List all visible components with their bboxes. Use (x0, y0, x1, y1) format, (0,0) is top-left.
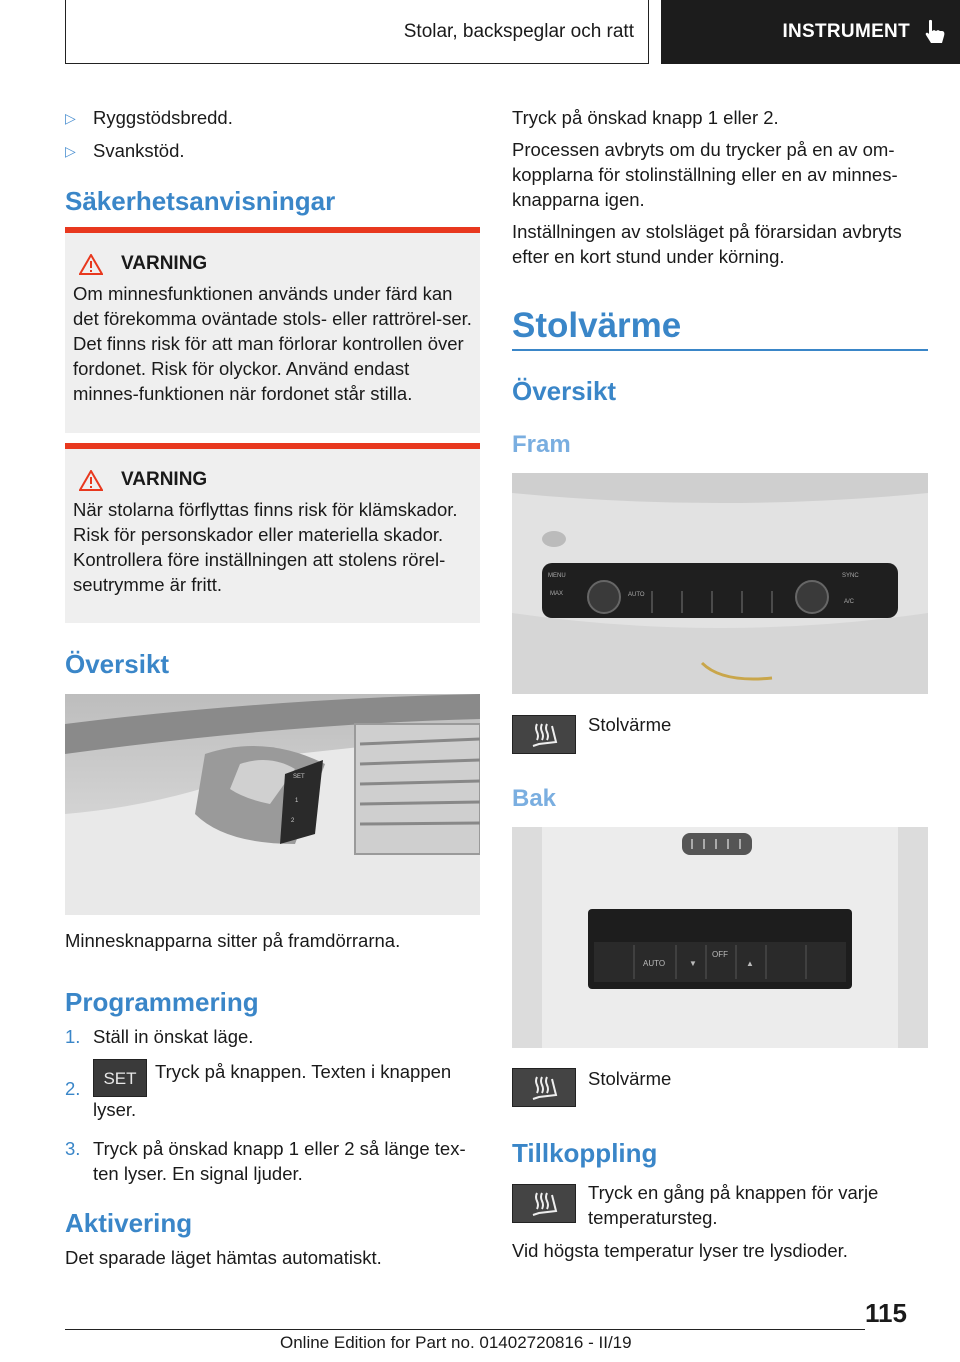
svg-text:▼: ▼ (689, 959, 697, 968)
warning-box (65, 443, 480, 623)
heading-rule (512, 349, 928, 351)
warning-triangle-icon (79, 254, 103, 275)
final-text: Vid högsta temperatur lyser tre lysdioder. (512, 1240, 848, 1261)
step-item (65, 1136, 480, 1186)
triangle-bullet-icon: ▷ (65, 110, 76, 126)
overview-heading: Översikt (512, 376, 617, 406)
page-number: 115 (865, 1298, 907, 1328)
svg-text:▲: ▲ (746, 959, 754, 968)
switch-on-heading: Tillkoppling (512, 1138, 658, 1168)
header-section-label: Stolar, backspeglar och ratt (403, 20, 634, 42)
pointing-hand-icon (924, 19, 946, 45)
seat-heating-button-icon (512, 715, 576, 754)
bullet-text: Ryggstödsbredd. (93, 107, 233, 128)
seat-heating-icon (529, 722, 559, 748)
warning-bar (65, 443, 480, 449)
icon-label: Stolvärme (588, 714, 672, 735)
warning-triangle-icon (79, 470, 103, 491)
svg-text:1: 1 (295, 798, 299, 804)
switch-on-text: Tryck en gång på knappen för varje temperatursteg. (588, 1182, 879, 1228)
svg-text:OFF: OFF (712, 950, 728, 959)
step-item (65, 1059, 480, 1122)
step-number: 3. (65, 1138, 81, 1159)
set-button-icon: SET (93, 1059, 147, 1097)
main-heading: Stolvärme (512, 306, 682, 345)
header-chapter-tab[interactable] (661, 0, 960, 64)
bullet-text: Svankstöd. (93, 140, 185, 161)
bullet-item (65, 105, 480, 131)
activation-heading: Aktivering (65, 1208, 193, 1238)
overview-heading: Översikt (65, 649, 170, 679)
svg-text:SYNC: SYNC (842, 573, 859, 579)
programming-heading: Programmering (65, 987, 259, 1017)
step-number: 1. (65, 1026, 81, 1047)
icon-label: Stolvärme (588, 1068, 672, 1089)
activation-text: Det sparade läget hämtas automatiskt. (65, 1247, 382, 1268)
warning-title: VARNING (121, 253, 208, 274)
footer-edition: Online Edition for Part no. 01402720816 - II/19 (280, 1333, 632, 1352)
warning-box (65, 227, 480, 433)
step-text: Tryck på önskad knapp 1 eller 2 så länge tex-ten lyser. En signal ljuder. (93, 1138, 466, 1184)
photo-caption: Minnesknapparna sitter på framdörrarna. (65, 930, 401, 951)
warning-bar (65, 227, 480, 233)
footer-rule (65, 1329, 865, 1330)
header-chapter-label: INSTRUMENT (782, 21, 910, 42)
svg-text:AUTO: AUTO (628, 592, 645, 598)
seat-heating-icon (529, 1191, 559, 1217)
step-text: Ställ in önskat läge. (93, 1026, 254, 1047)
seat-heating-button-icon (512, 1184, 576, 1223)
header-section-title (65, 0, 649, 64)
rear-heading: Bak (512, 785, 557, 812)
front-climate-panel-photo (512, 473, 928, 694)
step-number: 2. (65, 1078, 81, 1099)
front-heading: Fram (512, 431, 571, 458)
triangle-bullet-icon: ▷ (65, 143, 76, 159)
safety-heading: Säkerhetsanvisningar (65, 186, 336, 216)
seat-heating-icon (529, 1075, 559, 1101)
step-text: Tryck på knappen. Texten i knappen lyser. (93, 1061, 452, 1120)
paragraph: Inställningen av stolsläget på förarsidan avbryts efter en kort stund under körning. (512, 221, 902, 267)
rear-climate-panel-photo (512, 827, 928, 1048)
paragraph: Tryck på önskad knapp 1 eller 2. (512, 107, 779, 128)
warning-text: Om minnesfunktionen används under färd kan det förekomma oväntade stols- eller rattrörel-ser. Det finns risk för att man förlorar kontrollen över fordonet. Risk för olyckor. Använd endast minnes-funktionen när fordonet står stilla. (73, 283, 472, 404)
svg-text:AUTO: AUTO (643, 959, 666, 968)
door-memory-buttons-photo (65, 694, 480, 915)
svg-text:MENU: MENU (548, 573, 566, 579)
warning-title: VARNING (121, 469, 208, 490)
svg-text:2: 2 (291, 818, 295, 824)
paragraph: Processen avbryts om du trycker på en av om-kopplarna för stolinställning eller en av minnes-knapparna igen. (512, 139, 898, 210)
svg-text:SET: SET (293, 774, 305, 780)
bullet-item (65, 138, 480, 164)
warning-text: När stolarna förflyttas finns risk för klämskador. Risk för personskador eller materiella skador. Kontrollera före inställningen att stolens rörel-seutrymme är fritt. (73, 499, 458, 595)
svg-text:MAX: MAX (550, 591, 564, 597)
seat-heating-button-icon (512, 1068, 576, 1107)
svg-text:A/C: A/C (844, 599, 855, 605)
